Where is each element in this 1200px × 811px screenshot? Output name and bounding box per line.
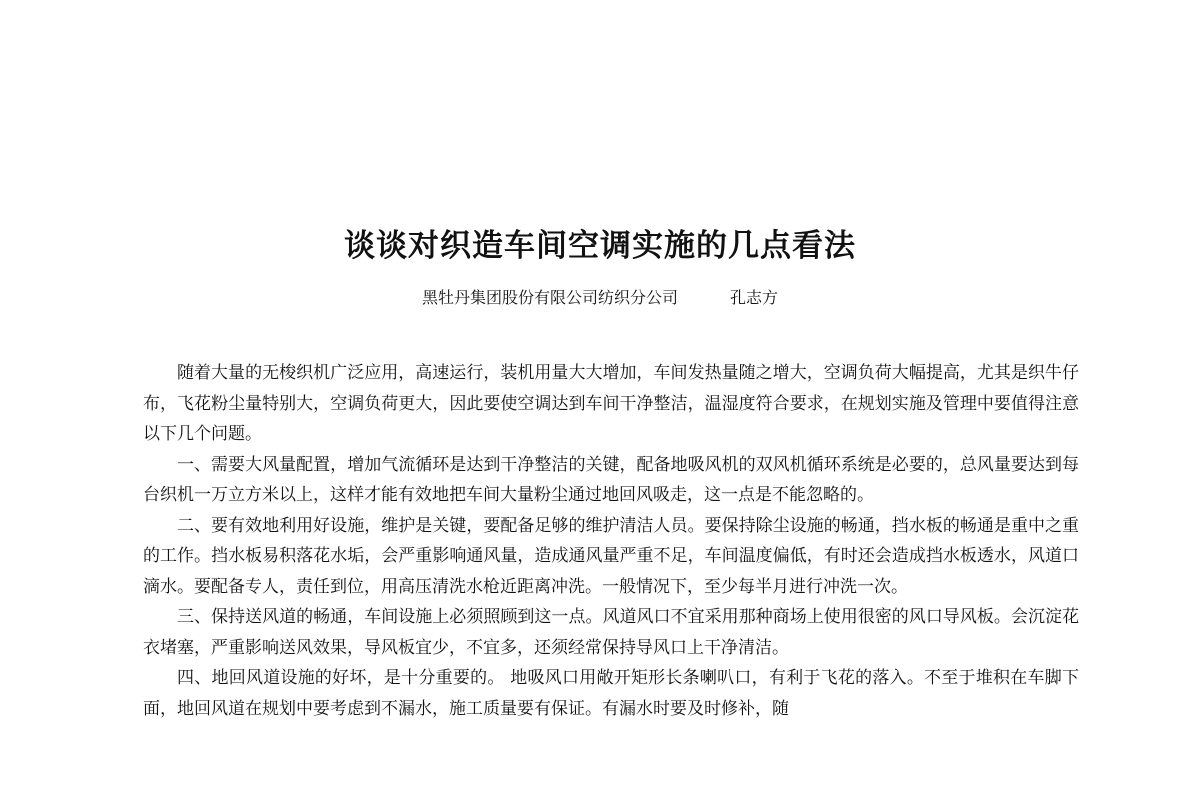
affiliation: 黑牡丹集团股份有限公司纺织分公司 <box>421 288 678 307</box>
author-name: 孔志方 <box>730 288 779 307</box>
paragraph-point-3: 三、保持送风道的畅通，车间设施上必须照顾到这一点。风道风口不宜采用那种商场上使用很密的风口导风板。会沉淀花衣堵塞，严重影响送风效果，导风板宜少，不宜多，还须经常保持导风口上干净清洁。 <box>143 607 1079 658</box>
paragraph-point-1: 一、需要大风量配置，增加气流循环是达到干净整洁的关键，配备地吸风机的双风机循环系统是必要的，总风量要达到每台织机一万立方米以上，这样才能有效地把车间大量粉尘通过地回风吸走，这一点是不能忽略的。 <box>143 454 1079 505</box>
article-body <box>143 358 1079 724</box>
paragraph-point-2: 二、要有效地利用好设施，维护是关键，要配备足够的维护清洁人员。要保持除尘设施的畅通，挡水板的畅通是重中之重的工作。挡水板易积落花水垢，会严重影响通风量，造成通风量严重不足，车间温度偏低，有时还会造成挡水板透水，风道口滴水。要配备专人，责任到位，用高压清洗水枪近距离冲洗。一般情况下，至少每半月进行冲洗一次。 <box>143 515 1079 597</box>
paragraph-point-4: 四、地回风道设施的好坏，是十分重要的。 地吸风口用敞开矩形长条喇叭口，有利于飞花的落入。不至于堆积在车脚下面，地回风道在规划中要考虑到不漏水，施工质量要有保证。有漏水时要及时修补，随 <box>143 668 1079 719</box>
paragraph-intro: 随着大量的无梭织机广泛应用，高速运行，装机用量大大增加，车间发热量随之增大，空调负荷大幅提高，尤其是织牛仔布，飞花粉尘量特别大，空调负荷更大，因此要使空调达到车间干净整洁，温湿度符合要求，在规划实施及管理中要值得注意以下几个问题。 <box>143 363 1079 444</box>
byline <box>0 286 1200 310</box>
article-title: 谈谈对织造车间空调实施的几点看法 <box>344 228 856 264</box>
